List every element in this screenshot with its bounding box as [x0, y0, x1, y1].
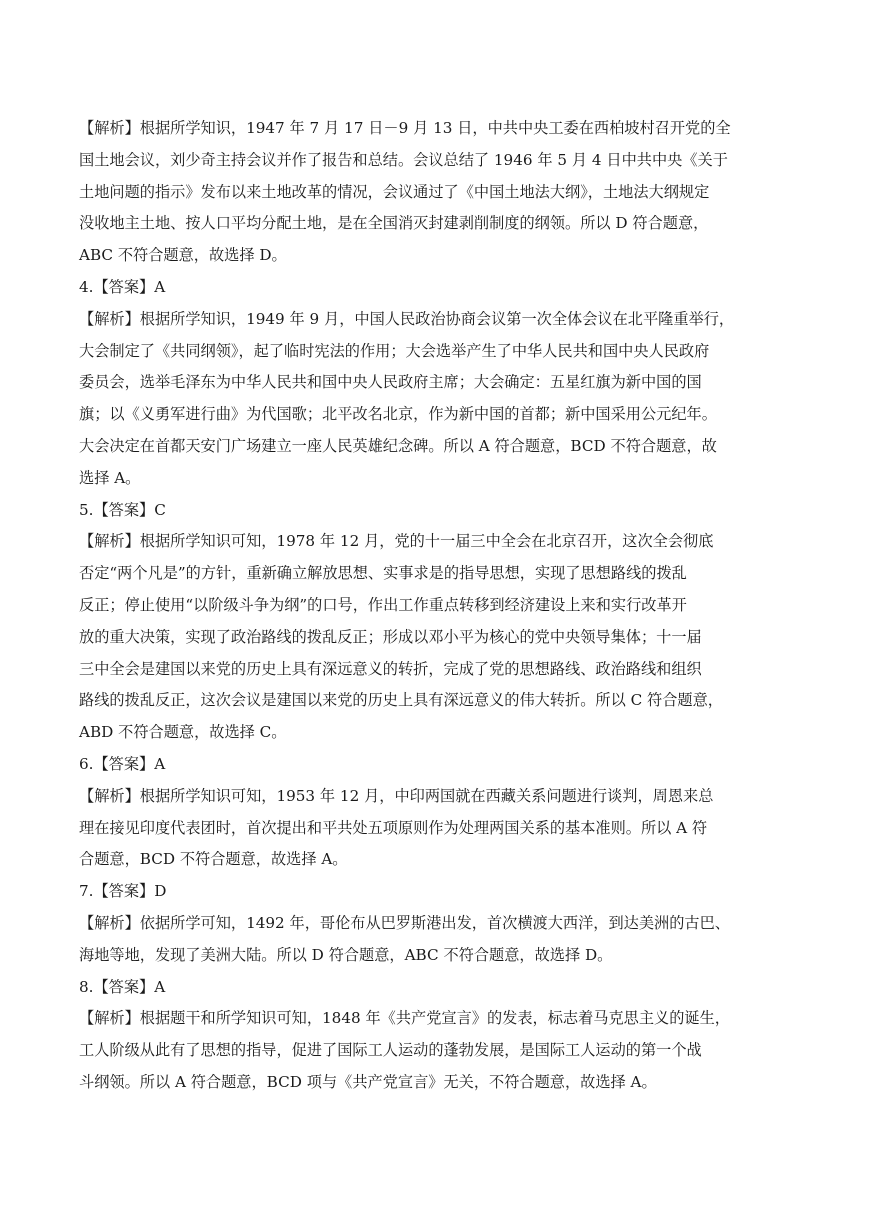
text-line: 没收地主土地、按人口平均分配土地，是在全国消灭封建剥削制度的纲领。所以 D 符合题意， [79, 214, 709, 233]
text-line: 选择 A。 [79, 468, 141, 487]
text-line: 【解析】根据所学知识可知，1978 年 12 月，党的十一届三中全会在北京召开，这次全会彻底 [79, 532, 714, 551]
text-line: 放的重大决策，实现了政治路线的拨乱反正；形成以邓小平为核心的党中央领导集体；十一届 [79, 627, 702, 646]
text-line: 【解析】根据所学知识可知，1953 年 12 月，中印两国就在西藏关系问题进行谈判，周恩来总 [79, 786, 714, 805]
analysis-paragraph-7 [79, 908, 793, 972]
text-line: 【解析】根据所学知识，1947 年 7 月 17 日－9 月 13 日，中共中央工委在西柏坡村召开党的全 [79, 119, 731, 137]
answer-6-heading: 6.【答案】A [79, 754, 166, 773]
text-line: 否定“两个凡是”的方针，重新确立解放思想、实事求是的指导思想，实现了思想路线的拨乱 [79, 564, 687, 583]
text-line: 反正；停止使用“以阶级斗争为纲”的口号，作出工作重点转移到经济建设上来和实行改革开 [79, 595, 687, 614]
document-page [79, 113, 793, 1099]
text-line: 【解析】根据题干和所学知识可知，1848 年《共产党宣言》的发表，标志着马克思主义的诞生， [79, 1009, 730, 1028]
answer-4-heading: 4.【答案】A [79, 277, 166, 296]
analysis-paragraph-3 [79, 113, 793, 272]
text-line: ABD 不符合题意，故选择 C。 [79, 723, 287, 742]
text-line: 国土地会议，刘少奇主持会议并作了报告和总结。会议总结了 1946 年 5 月 4 日中共中央《关于 [79, 150, 728, 169]
text-line: 斗纲领。所以 A 符合题意，BCD 项与《共产党宣言》无关，不符合题意，故选择 A。 [79, 1072, 657, 1091]
text-line: 【解析】依据所学可知，1492 年，哥伦布从巴罗斯港出发，首次横渡大西洋，到达美洲的古巴、 [79, 913, 730, 932]
answer-7-heading: 7.【答案】D [79, 882, 167, 901]
text-line: 工人阶级从此有了思想的指导，促进了国际工人运动的蓬勃发展，是国际工人运动的第一个战 [79, 1041, 702, 1060]
analysis-paragraph-5 [79, 526, 793, 749]
text-line: 合题意，BCD 不符合题意，故选择 A。 [79, 850, 348, 869]
text-line: 路线的拨乱反正，这次会议是建国以来党的历史上具有深远意义的伟大转折。所以 C 符合题意， [79, 691, 723, 710]
text-line: 三中全会是建国以来党的历史上具有深远意义的转折，完成了党的思想路线、政治路线和组织 [79, 659, 702, 678]
answer-5-heading: 5.【答案】C [79, 500, 166, 519]
text-line: 【解析】根据所学知识，1949 年 9 月，中国人民政治协商会议第一次全体会议在北平隆重举行， [79, 309, 735, 328]
text-line: 理在接见印度代表团时，首次提出和平共处五项原则作为处理两国关系的基本准则。所以 A 符 [79, 818, 708, 837]
text-line: 土地问题的指示》发布以来土地改革的情况，会议通过了《中国土地法大纲》，土地法大纲规定 [79, 182, 710, 201]
text-line: 旗；以《义勇军进行曲》为代国歌；北平改名北京，作为新中国的首都；新中国采用公元纪年。 [79, 405, 717, 424]
answer-8-heading: 8.【答案】A [79, 977, 166, 996]
text-line: 海地等地，发现了美洲大陆。所以 D 符合题意，ABC 不符合题意，故选择 D。 [79, 945, 613, 964]
text-line: 大会决定在首都天安门广场建立一座人民英雄纪念碑。所以 A 符合题意，BCD 不符合题意，故 [79, 436, 717, 455]
analysis-paragraph-6 [79, 781, 793, 876]
text-line: 委员会，选举毛泽东为中华人民共和国中央人民政府主席；大会确定：五星红旗为新中国的国 [79, 373, 702, 392]
analysis-paragraph-4 [79, 304, 793, 495]
text-line: ABC 不符合题意，故选择 D。 [79, 246, 287, 265]
text-line: 大会制定了《共同纲领》，起了临时宪法的作用；大会选举产生了中华人民共和国中央人民政府 [79, 341, 710, 360]
analysis-paragraph-8 [79, 1003, 793, 1098]
